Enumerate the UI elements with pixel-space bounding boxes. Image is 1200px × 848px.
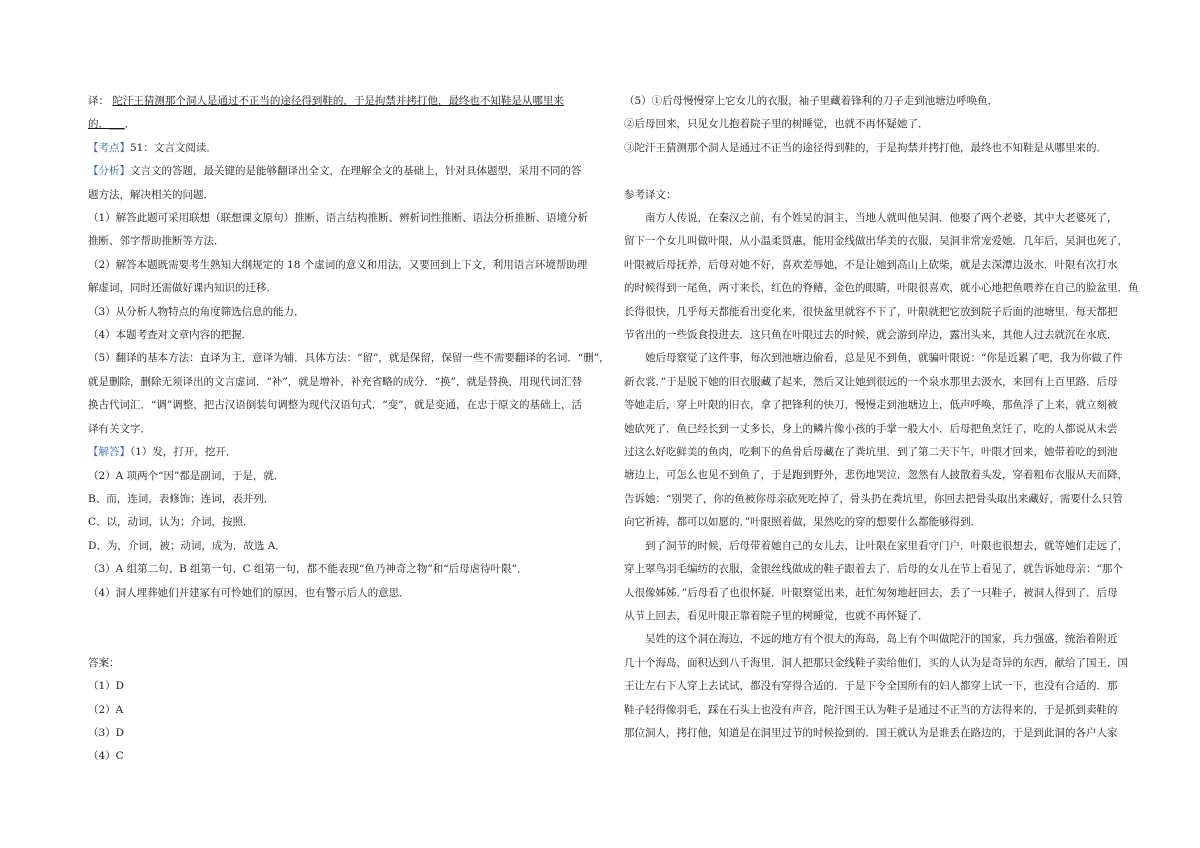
ref-line: 王让左右下人穿上去试试，都没有穿得合适的．于是下令全国所有的妇人都穿上试一下，也没有合适的．那 — [624, 680, 1118, 693]
analysis-line: 换古代词汇．“调”调整，把古汉语倒装句调整为现代汉语句式．“变”，就是变通，在忠于原文的基础上，活 — [88, 399, 582, 412]
ref-line: 穿上翠鸟羽毛编纺的衣服，金银丝线做成的鞋子跟着去了．后母的女儿在节上看见了，就告诉她母亲：“那个 — [624, 563, 1123, 576]
item5-line: ③陀汗王猜测那个洞人是通过不正当的途径得到鞋的，于是拘禁并拷打他，最终也不知鞋是从哪里来的． — [624, 141, 1107, 154]
analysis-line: （4）本题考查对文章内容的把握． — [88, 329, 253, 342]
ref-line: 的时候得到一尾鱼，两寸来长，红色的脊鳍，金色的眼睛，叶限很喜欢，就小心地把鱼喂养在自己的脸盆里．鱼 — [624, 282, 1139, 295]
ref-title: 参考译文： — [624, 188, 677, 201]
translation-line: 译： 陀汗王猜测那个洞人是通过不正当的途径得到鞋的，于是拘禁并拷打他，最终也不知鞋是从哪里来 — [88, 95, 564, 107]
analysis-line: （5）翻译的基本方法：直译为主，意译为辅．具体方法：“留”，就是保留，保留一些不需要翻译的名词．“删”， — [88, 352, 610, 365]
answer-item: （3）D — [88, 726, 125, 739]
ref-line: 她砍死了．鱼已经长到一丈多长，身上的鳞片像小孩的手掌一般大小．后母把鱼烹饪了，吃的人都说从未尝 — [624, 422, 1118, 435]
right-column — [624, 90, 1139, 745]
ref-line: 新衣裳．”于是脱下她的旧衣服藏了起来，然后又让她到很远的一个泉水那里去汲水，来回有上百里路．后母 — [624, 375, 1118, 388]
analysis-line: （1）解答此题可采用联想（联想课文原句）推断、语言结构推断、辨析词性推断、语法分析推断、语境分析 — [88, 212, 589, 225]
ref-line: 长得很快，几乎每天都能看出变化来，很快盆里就容不下了，叶限就把它放到院子后面的池塘里．每天都把 — [624, 305, 1118, 318]
translation-line-2: 的．___． — [88, 118, 136, 131]
ref-line: 等她走后，穿上叶限的旧衣，拿了把锋利的快刀，慢慢走到池塘边上，低声呼唤，那鱼浮了上来，就立刻被 — [624, 399, 1118, 412]
ref-line: 鞋子轻得像羽毛，踩在石头上也没有声音，陀汗国王认为鞋子是通过不正当的方法得来的，于是抓到卖鞋的 — [624, 703, 1118, 716]
item5-line: ②后母回来，只见女儿抱着院子里的树睡觉，也就不再怀疑她了． — [624, 118, 929, 131]
ref-line: 那位洞人，拷打他，知道是在洞里过节的时候捡到的．国王就认为是谁丢在路边的，于是到此洞的各户人家 — [624, 726, 1118, 739]
fenxi-line: 【分析】文言文的答题，最关键的是能够翻译出全文，在理解全文的基础上，针对具体题型，采用不同的答 — [88, 165, 582, 178]
analysis-line: 译有关文字． — [88, 422, 151, 435]
fenxi-line: 题方法，解决相关的问题． — [88, 188, 214, 201]
fenxi-tag: 【分析】 — [88, 165, 130, 178]
jieda-line: C、以，动词，认为；介词，按照． — [88, 516, 254, 529]
analysis-line: 就是删除，删除无须译出的文言虚词．“补”，就是增补，补充省略的成分．“换”，就是替换，用现代词汇替 — [88, 375, 582, 388]
ref-line: 告诉她：“别哭了，你的鱼被你母亲砍死吃掉了，骨头扔在粪坑里，你回去把骨头取出来藏好，需要什么只管 — [624, 492, 1123, 505]
jieda-line: （3）A 组第二句、B 组第一句、C 组第一句，都不能表现“鱼乃神奇之物”和“后母虐待叶限”． — [88, 563, 528, 576]
answer-item: （1）D — [88, 680, 125, 693]
analysis-line: （2）解答本题既需要考生熟知大纲规定的 18 个虚词的意义和用法，又要回到上下文，利用语言环境帮助理 — [88, 258, 588, 271]
ref-line: 她后母察觉了这件事，每次到池塘边偷看，总是见不到鱼，就骗叶限说：“你是近累了吧，我为你做了件 — [645, 352, 1123, 365]
answer-item: （2）A — [88, 703, 124, 716]
left-column — [88, 90, 618, 769]
jieda-line: 【解答】（1）发，打开，挖开． — [88, 446, 237, 459]
ref-line: 几十个海岛，面积达到八千海里．洞人把那只金线鞋子卖给他们，买的人认为是奇异的东西，献给了国王．国 — [624, 656, 1128, 669]
translation-underlined-text: 陀汗王猜测那个洞人是通过不正当的途径得到鞋的，于是拘禁并拷打他，最终也不知鞋是从哪里来 — [112, 95, 564, 107]
jieda-tag: 【解答】 — [88, 446, 130, 459]
analysis-line: （3）从分析人物特点的角度筛选信息的能力． — [88, 305, 305, 318]
analysis-line: 推断、邻字帮助推断等方法． — [88, 235, 225, 248]
kaodian-tag: 【考点】 — [88, 141, 130, 154]
jieda-line: D、为，介词，被；动词，成为．故选 A． — [88, 539, 286, 552]
ref-line: 南方人传说，在秦汉之前，有个姓吴的洞主，当地人就叫他吴洞．他娶了两个老婆，其中大老婆死了， — [645, 212, 1118, 225]
ref-line: 向它祈祷，都可以如愿的．”叶限照着做，果然吃的穿的想要什么都能够得到． — [624, 516, 982, 529]
ref-line: 过这么好吃鲜美的鱼肉，吃剩下的鱼骨后母藏在了粪坑里．到了第二天下午，叶限才回来，她带着吃的到池 — [624, 446, 1118, 459]
kaodian-line: 【考点】51：文言文阅读． — [88, 141, 217, 154]
ref-line: 人很像姊姊．”后母看了也很怀疑．叶限察觉出来，赶忙匆匆地赶回去，丢了一只鞋子，被洞人得到了．后母 — [624, 586, 1118, 599]
jieda-line: B、而，连词，表修饰；连词，表并列． — [88, 492, 275, 505]
analysis-line: 解虚词，同时还需做好课内知识的迁移． — [88, 282, 277, 295]
ref-line: 从节上回去，看见叶限正靠着院子里的树睡觉，也就不再怀疑了． — [624, 609, 929, 622]
ref-line: 吴姓的这个洞在海边，不远的地方有个很大的海岛，岛上有个叫做陀汗的国家，兵力强盛，统治着附近 — [645, 633, 1118, 646]
ref-line: 叶限被后母抚养，后母对她不好，喜欢差辱她，不是让她到高山上砍柴，就是去深潭边汲水．叶限有次打水 — [624, 258, 1118, 271]
ref-line: 塘边上，可怎么也见不到鱼了，于是跑到野外，悲伤地哭泣．忽然有人披散着头发，穿着粗布衣服从天而降， — [624, 469, 1128, 482]
jieda-line: （4）洞人埋葬她们并建冢有可怜她们的原因，也有警示后人的意思． — [88, 586, 410, 599]
ref-line: 到了洞节的时候，后母带着她自己的女儿去，让叶限在家里看守门户．叶限也很想去，就等她们走远了， — [645, 539, 1128, 552]
item5-line: （5）①后母慢慢穿上它女儿的衣服，袖子里藏着锋利的刀子走到池塘边呼唤鱼． — [624, 95, 999, 107]
answer-label: 答案： — [88, 656, 120, 669]
ref-line: 节省出的一些饭食投进去．这只鱼在叶限过去的时候，就会游到岸边，露出头来，其他人过去就沉在水底． — [624, 329, 1118, 342]
ref-line: 留下一个女儿叫做叶限，从小温柔贤惠，能用金线做出华美的衣服，吴洞非常宠爱她．几年后，吴洞也死了， — [624, 235, 1128, 248]
jieda-line: （2）A 项两个“因”都是副词，于是，就． — [88, 469, 285, 482]
answer-item: （4）C — [88, 750, 124, 763]
